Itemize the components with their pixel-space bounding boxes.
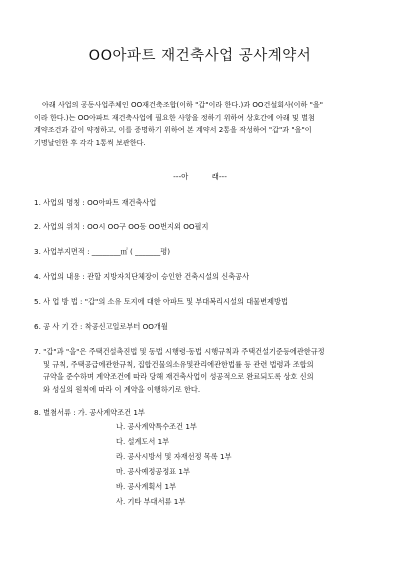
attachment-item: 다. 설계도서 1부 (116, 437, 170, 446)
item-project-method: 5. 사 업 방 법 : "갑"의 소유 토지에 대한 아파트 및 부대복리시설의 대물변제방법 (34, 297, 288, 306)
item-construction-period: 6. 공 사 기 간 : 착공신고일로부터 OO개월 (34, 322, 168, 331)
attachment-item: 사. 기타 부대서류 1부 (116, 497, 186, 506)
clause-line: 규약을 준수하며 계약조건에 따라 당해 재건축사업이 성공적으로 완료되도록 상호 신의 (43, 372, 314, 382)
intro-line: 아래 사업의 공동사업주체인 OO재건축조합(이하 "갑"이라 한다.)과 OO건설회사(이하 "을" (42, 100, 324, 109)
item-project-content: 4. 사업의 내용 : 관할 지방자치단체장이 승인한 건축시설의 신축공사 (34, 272, 250, 281)
document-title: OO아파트 재건축사업 공사계약서 (88, 48, 312, 64)
item-attachments: 8. 별첨서류 : 가. 공사계약조건 1부 (34, 408, 145, 417)
item-site-area: 3. 사업부지면적 : ________㎡ ( _______평) (34, 247, 171, 256)
intro-paragraph (34, 99, 372, 149)
item-compliance-clause (34, 346, 325, 396)
attachment-item: 바. 공사계획서 1부 (116, 482, 177, 491)
clause-line: 7. "갑"과 "을"은 주택건설촉진법 및 동법 시행령·동법 시행규칙과 주택건설기준등에관한규정 (34, 347, 325, 356)
item-project-location: 2. 사업의 위치 : OO시 OO구 OO동 OO번지외 OO필지 (34, 222, 209, 231)
intro-line: 이라 한다.)는 OO아파트 재건축사업에 필요한 사항을 정하기 위하여 상호간에 아래 및 별첨 (34, 112, 315, 122)
clause-line: 와 성실의 원칙에 따라 이 계약을 이행하기로 한다. (43, 384, 201, 394)
attachment-item: 마. 공사예정공정표 1부 (116, 467, 190, 476)
attachment-item: 라. 공사시방서 및 자재선정 목록 1부 (116, 452, 232, 461)
intro-line: 계약조건과 같이 약정하고, 이를 증명하기 위하여 본 계약서 2통을 작성하여 "갑"과 "을"이 (34, 125, 312, 135)
item-project-name: 1. 사업의 명칭 : OO아파트 재건축사업 (34, 198, 157, 207)
attachment-item: 나. 공사계약특수조건 1부 (116, 422, 197, 431)
clause-line: 및 규칙, 주택공급에관한규칙, 집합건물의소유및관리에관한법률 등 관련 법령과 조합의 (43, 359, 314, 369)
intro-line: 기명날인한 후 각각 1통씩 보관한다. (34, 137, 146, 147)
section-divider: ---아 래--- (173, 172, 227, 181)
